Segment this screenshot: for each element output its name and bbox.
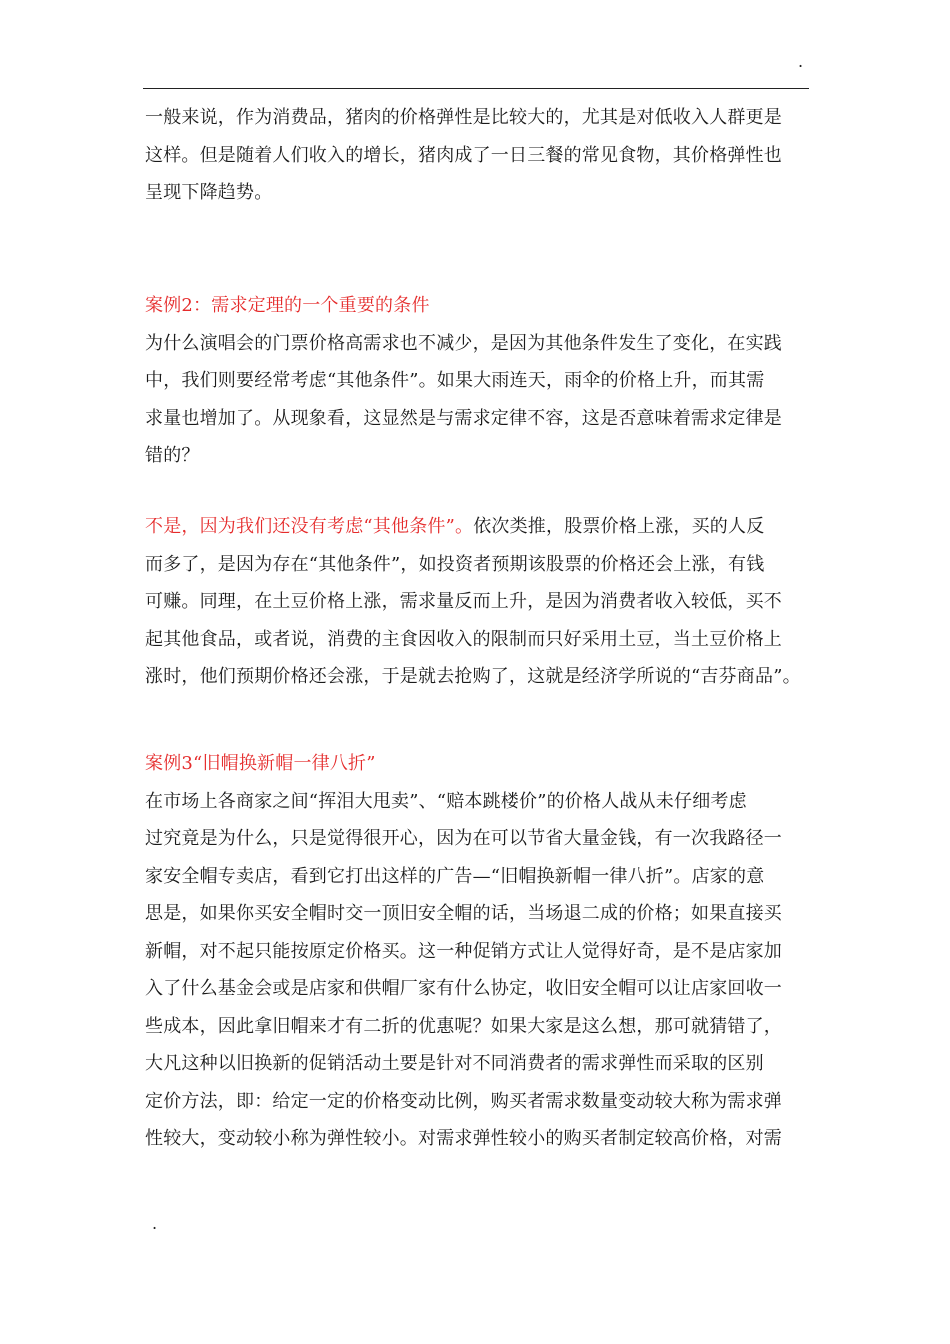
text-line: 性较大，变动较小称为弹性较小。对需求弹性较小的购买者制定较高价格，对需 (145, 1128, 782, 1149)
text-line: 求量也增加了。从现象看，这显然是与需求定律不容，这是否意味着需求定律是 (145, 407, 782, 429)
answer-red-lead: 不是，因为我们还没有考虑“其他条件”。 (145, 516, 474, 537)
text-line: 中，我们则要经常考虑“其他条件”。如果大雨连天，雨伞的价格上升，而其需 (145, 370, 765, 391)
text-line: 可赚。同理，在土豆价格上涨，需求量反而上升，是因为消费者收入较低，买不 (145, 591, 782, 612)
header-rule (143, 88, 809, 89)
answer-line-rest: 依次类推，股票价格上涨，买的人反 (473, 516, 765, 537)
text-line: 思是，如果你买安全帽时交一顶旧安全帽的话，当场退二成的价格；如果直接买 (145, 903, 782, 924)
text-line: 起其他食品，或者说，消费的主食因收入的限制而只好采用土豆，当土豆价格上 (145, 628, 782, 650)
text-line: 呈现下降趋势。 (145, 182, 273, 203)
text-line: 而多了，是因为存在“其他条件”，如投资者预期该股票的价格还会上涨，有钱 (145, 553, 765, 575)
section-case-3 (145, 745, 813, 1158)
paragraph-answer (145, 508, 813, 696)
text-line: 一般来说，作为消费品，猪肉的价格弹性是比较大的，尤其是对低收入人群更是 (145, 107, 782, 128)
footer-dot: . (152, 1214, 158, 1233)
paragraph-pork-elasticity (145, 99, 813, 212)
text-line: 家安全帽专卖店，看到它打出这样的广告—“旧帽换新帽一律八折”。店家的意 (145, 865, 765, 887)
answer-first-line (145, 508, 813, 546)
text-line: 在市场上各商家之间“挥泪大甩卖”、“赔本跳楼价”的价格人战从未仔细考虑 (145, 790, 747, 812)
text-line: 大凡这种以旧换新的促销活动土要是针对不同消费者的需求弹性而采取的区别 (145, 1053, 764, 1074)
case-2-heading: 案例2：需求定理的一个重要的条件 (145, 295, 430, 316)
text-line: 这样。但是随着人们收入的增长，猪肉成了一日三餐的常见食物，其价格弹性也 (145, 144, 782, 166)
text-line: 定价方法，即：给定一定的价格变动比例，购买者需求数量变动较大称为需求弹 (145, 1090, 782, 1112)
header-dot: . (798, 52, 804, 71)
text-line: 错的？ (145, 445, 200, 466)
text-line: 入了什么基金会或是店家和供帽厂家有什么协定，收旧安全帽可以让店家回收一 (145, 978, 782, 999)
text-line: 新帽，对不起只能按原定价格买。这一种促销方式让人觉得好奇，是不是店家加 (145, 940, 782, 962)
text-line: 为什么演唱会的门票价格高需求也不减少，是因为其他条件发生了变化，在实践 (145, 332, 782, 354)
section-case-2 (145, 287, 813, 475)
text-line: 涨时，他们预期价格还会涨，于是就去抢购了，这就是经济学所说的“吉芬商品”。 (145, 666, 801, 687)
text-line: 些成本，因此拿旧帽来才有二折的优惠呢？如果大家是这么想，那可就猜错了， (145, 1015, 782, 1037)
case-3-heading: 案例3“旧帽换新帽一律八折” (145, 753, 376, 774)
text-line: 过究竟是为什么，只是觉得很开心，因为在可以节省大量金钱，有一次我路径一 (145, 828, 782, 849)
